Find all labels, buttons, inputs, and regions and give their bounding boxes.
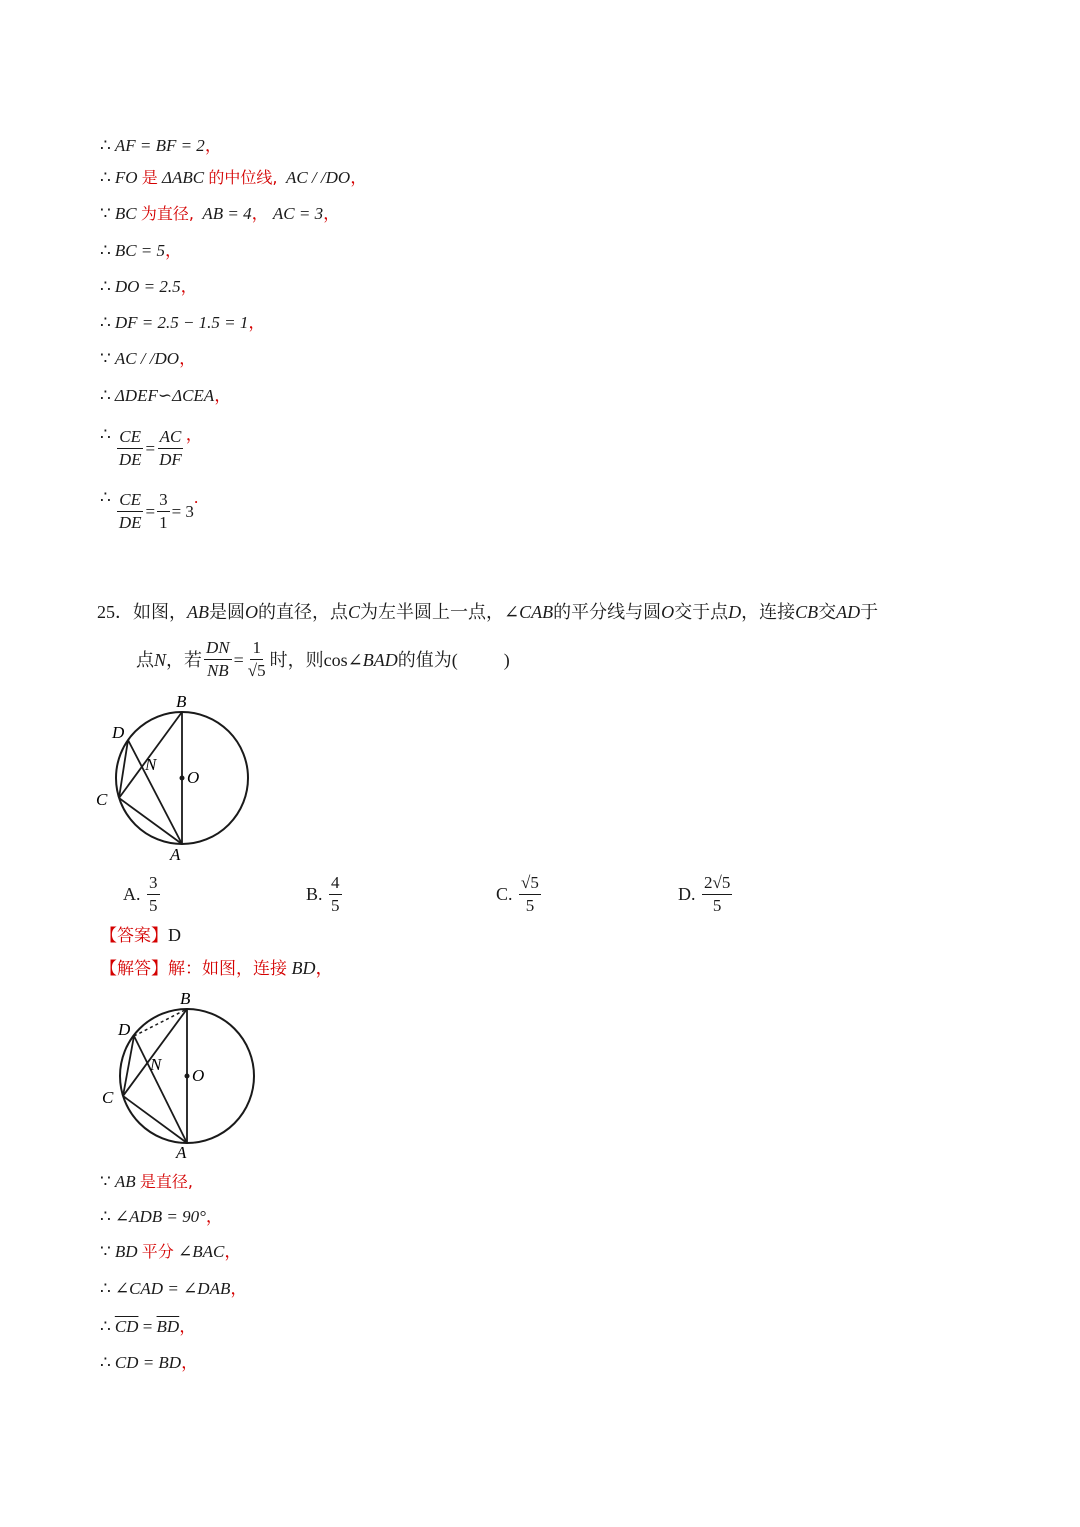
fraction: $\frac{1}{√5}$	[247, 638, 266, 680]
fraction: $\frac{3}{1}$	[159, 490, 168, 532]
prev-line-6: ∴ DF = 2.5 − 1.5 = 1，	[100, 313, 266, 332]
prev-line-10: ∴ $\frac{CE}{DE}$ = $\frac{3}{1}$ = 3 .	[100, 488, 199, 532]
solution-line-6: ∴ CD = BD，	[100, 1353, 199, 1372]
fraction: $\frac{3}{5}$	[149, 873, 158, 915]
label-b: B	[180, 989, 191, 1008]
question-line-2: 点 N ，若 $\frac{DN}{NB}$ = $\frac{1}{√5}$ 时，则 cos ∠BAD 的值为( )	[136, 638, 510, 680]
label-d: D	[112, 723, 125, 742]
label-b: B	[176, 692, 187, 711]
circle-figure	[90, 690, 260, 865]
option-a[interactable]: A. $\frac{3}{5}$	[123, 873, 158, 915]
dashed-segment-bd	[134, 1009, 187, 1036]
prev-line-7: ∵ AC / /DO，	[100, 349, 197, 368]
solution-line-1: ∵ AB 是直径,	[100, 1172, 193, 1191]
fraction-equation: $\frac{CE}{DE}$ = $\frac{AC}{DF}$	[118, 427, 182, 469]
solution-line-2: ∴ ∠ADB = 90°，	[100, 1207, 223, 1226]
fraction-equation: $\frac{CE}{DE}$ = $\frac{3}{1}$ = 3	[118, 490, 194, 532]
fraction: $\frac{√5}{5}$	[521, 873, 539, 915]
prev-line-8: ∴ ΔDEF∽ΔCEA，	[100, 386, 232, 405]
answer-line: 【答案】D	[100, 925, 181, 946]
center-point	[185, 1074, 190, 1079]
fraction: $\frac{2√5}{5}$	[704, 873, 731, 915]
option-c[interactable]: C. $\frac{√5}{5}$	[496, 873, 539, 915]
label-d: D	[118, 1020, 131, 1039]
question-line-1: 25．如图，AB是圆O的直径，点C为左半圆上一点，∠CAB的平分线与圆O交于点D，连接CB交AD于	[97, 602, 879, 622]
prev-line-4: ∴ BC = 5，	[100, 241, 183, 260]
fraction: $\frac{CE}{DE}$	[118, 427, 142, 469]
label-a: A	[170, 845, 181, 864]
segment-da	[134, 1036, 187, 1143]
label-c: C	[96, 790, 108, 809]
label-c: C	[102, 1088, 114, 1107]
option-d[interactable]: D. $\frac{2√5}{5}$	[678, 873, 731, 915]
prev-line-3: ∵ BC 为直径, AB = 4， AC = 3，	[100, 204, 341, 223]
label-n: N	[145, 755, 157, 774]
solution-line-4: ∴ ∠CAD = ∠DAB，	[100, 1279, 248, 1298]
prev-line-2: ∴ FO 是 ΔABC 的中位线, AC / /DO，	[100, 168, 368, 187]
fraction: $\frac{CE}{DE}$	[118, 490, 142, 532]
label-o: O	[187, 768, 200, 787]
segment-cb	[123, 1009, 187, 1096]
solution-line-3: ∵ BD 平分 ∠BAC，	[100, 1242, 242, 1261]
label-n: N	[150, 1055, 162, 1074]
circle-figure-with-bd	[92, 988, 267, 1163]
fraction: $\frac{AC}{DF}$	[159, 427, 182, 469]
analysis-line: 【解答】解：如图，连接 BD，	[100, 958, 334, 979]
label-a: A	[176, 1143, 187, 1162]
option-b[interactable]: B. $\frac{4}{5}$	[306, 873, 340, 915]
solution-line-5: ∴ $\overline{CD} = \overline{BD}$，	[100, 1317, 197, 1336]
prev-line-5: ∴ DO = 2.5，	[100, 277, 198, 296]
fraction: $\frac{4}{5}$	[331, 873, 340, 915]
prev-line-9: ∴ $\frac{CE}{DE}$ = $\frac{AC}{DF}$ ，	[100, 425, 203, 469]
fraction: $\frac{DN}{NB}$	[206, 638, 230, 680]
center-point	[180, 776, 185, 781]
label-o: O	[192, 1066, 205, 1085]
prev-line-1: ∴ AF = BF = 2，	[100, 136, 222, 155]
